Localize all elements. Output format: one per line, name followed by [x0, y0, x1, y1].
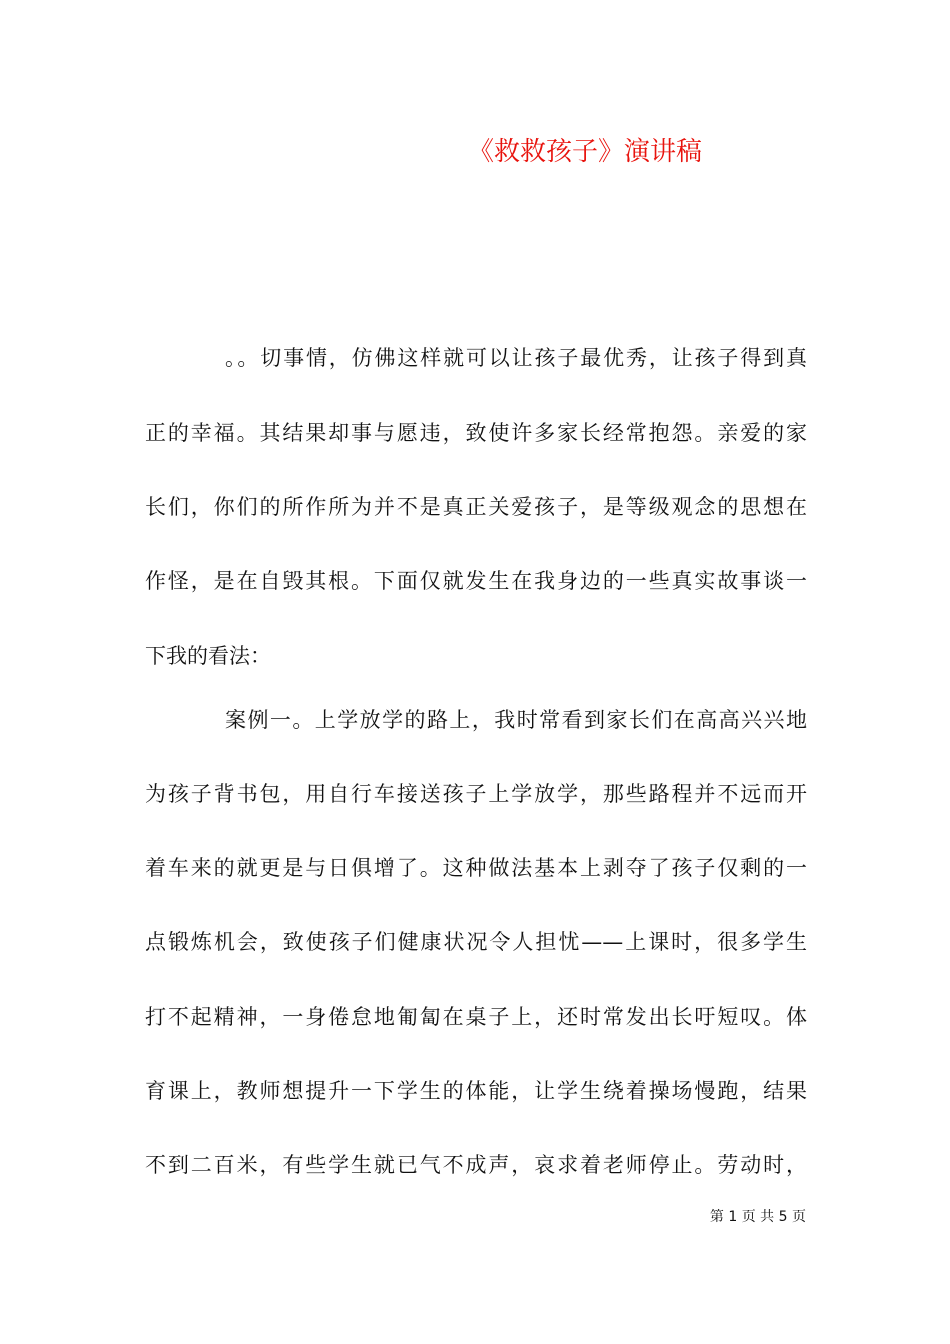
paragraph-line: 育课上，教师想提升一下学生的体能，让学生绕着操场慢跑，结果: [145, 1079, 807, 1103]
paragraph-line: 。。切事情，仿佛这样就可以让孩子最优秀，让孩子得到真: [225, 346, 807, 370]
paragraph-line: 着车来的就更是与日俱增了。这种做法基本上剥夺了孩子仅剩的一: [145, 856, 807, 880]
paragraph-line: 作怪，是在自毁其根。下面仅就发生在我身边的一些真实故事谈一: [145, 569, 807, 593]
paragraph-line: 下我的看法：: [145, 644, 271, 668]
paragraph-line: 长们，你们的所作所为并不是真正关爱孩子，是等级观念的思想在: [145, 495, 807, 519]
paragraph-line: 为孩子背书包，用自行车接送孩子上学放学，那些路程并不远而开: [145, 782, 807, 806]
paragraph-line: 正的幸福。其结果却事与愿违，致使许多家长经常抱怨。亲爱的家: [145, 421, 807, 445]
document-title: [0, 132, 950, 172]
paragraph-line: 案例一。上学放学的路上，我时常看到家长们在高高兴兴地: [225, 708, 807, 732]
paragraph-line: 不到二百米，有些学生就已气不成声，哀求着老师停止。劳动时，: [145, 1153, 807, 1177]
page-number: 第 1 页 共 5 页: [709, 1209, 806, 1225]
document-title-text: 《救救孩子》演讲稿: [467, 137, 702, 167]
paragraph-line: 点锻炼机会，致使孩子们健康状况令人担忧——上课时，很多学生: [145, 930, 807, 954]
paragraph-line: 打不起精神，一身倦怠地匍匐在桌子上，还时常发出长吁短叹。体: [145, 1005, 807, 1029]
